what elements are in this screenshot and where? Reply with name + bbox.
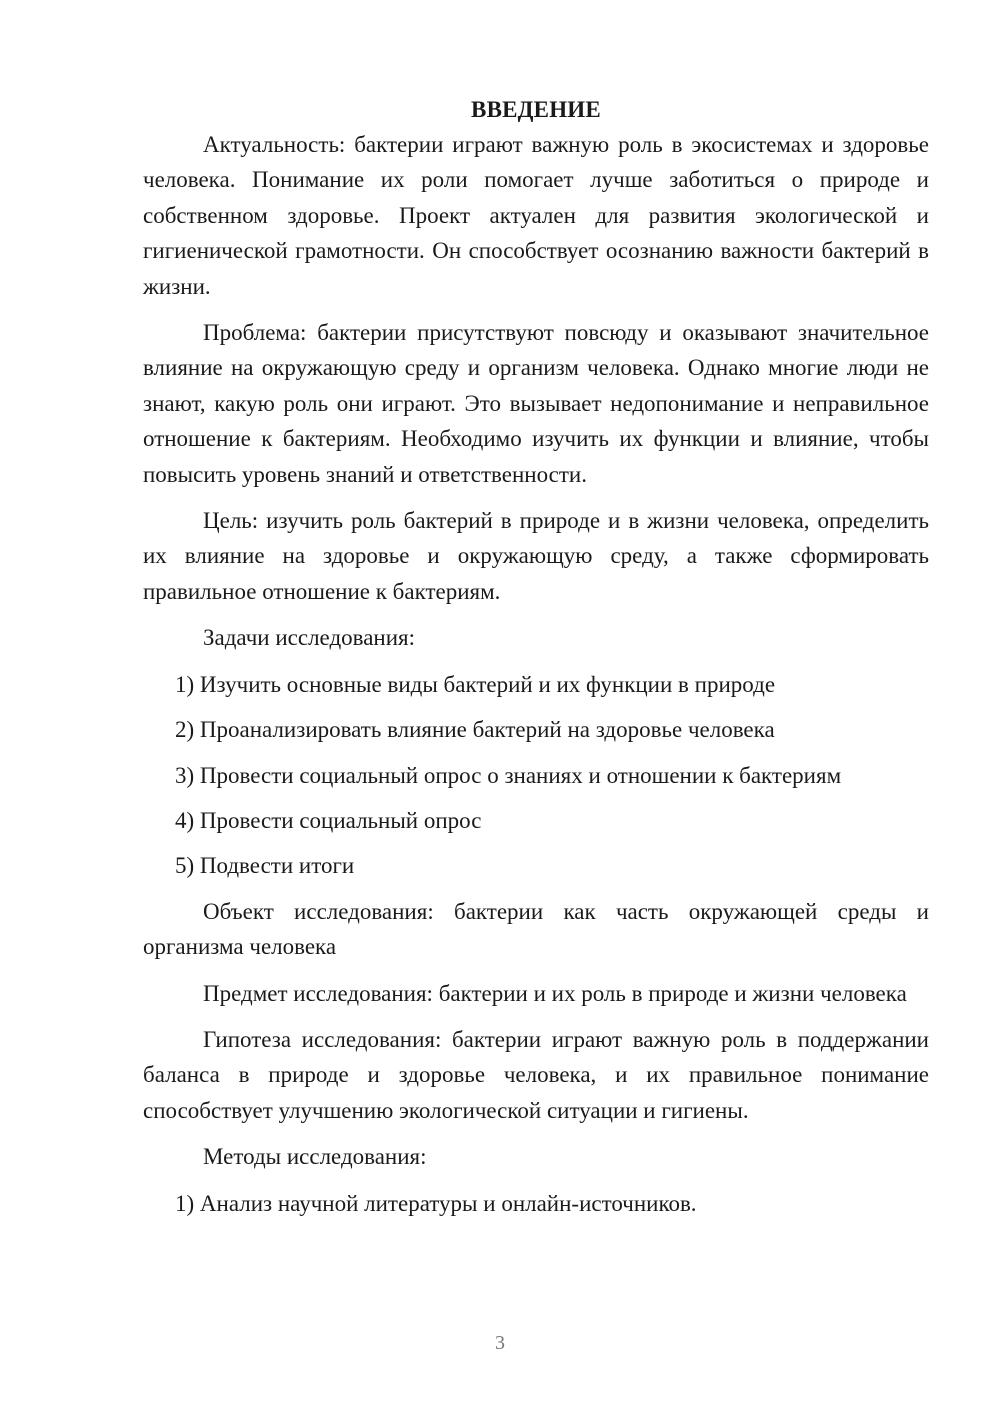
hypothesis-paragraph: Гипотеза исследования: бактерии играют важную роль в поддержании баланса в природе и здоровье человека, и их правильное понимание способствует улучшению экологической ситуации и гигиены. <box>143 1026 929 1123</box>
tasks-heading: Задачи исследования: <box>203 625 416 651</box>
goal-paragraph: Цель: изучить роль бактерий в природе и в жизни человека, определить их влияние на здоровье и окружающую среду, а также сформировать правильное отношение к бактериям. <box>143 508 929 604</box>
subject-paragraph: Предмет исследования: бактерии и их роль в природе и жизни человека <box>203 980 907 1006</box>
relevance-paragraph: Актуальность: бактерии играют важную роль в экосистемах и здоровье человека. Понимание их роли помогает лучше заботиться о природе и собственном здоровье. Проект актуален для развития экологической и гигиенической грамотности. Он способствует осознанию важности бактерий в жизни. <box>143 132 929 299</box>
tasks-list <box>143 667 929 884</box>
list-item: 5) Подвести итоги <box>175 853 355 879</box>
list-item: 4) Провести социальный опрос <box>175 807 482 833</box>
page-number: 3 <box>495 1332 505 1354</box>
problem-paragraph: Проблема: бактерии присутствуют повсюду и оказывают значительное влияние на окружающую среду и организм человека. Однако многие люди не знают, какую роль они играют. Это вызывает недопонимание и неправильное отношение к бактериям. Необходимо изучить их функции и влияние, чтобы повысить уровень знаний и ответственности. <box>143 320 929 487</box>
list-item: 2) Проанализировать влияние бактерий на здоровье человека <box>175 717 775 743</box>
methods-list <box>143 1186 929 1221</box>
methods-heading: Методы исследования: <box>203 1144 427 1170</box>
list-item: 1) Анализ научной литературы и онлайн-источников. <box>175 1190 697 1216</box>
object-paragraph: Объект исследования: бактерии как часть окружающей среды и организма человека <box>143 898 929 960</box>
document-page <box>143 92 929 1231</box>
list-item: 3) Провести социальный опрос о знаниях и отношении к бактериям <box>175 762 842 788</box>
section-title: ВВЕДЕНИЕ <box>471 97 601 122</box>
list-item: 1) Изучить основные виды бактерий и их функции в природе <box>175 671 776 697</box>
